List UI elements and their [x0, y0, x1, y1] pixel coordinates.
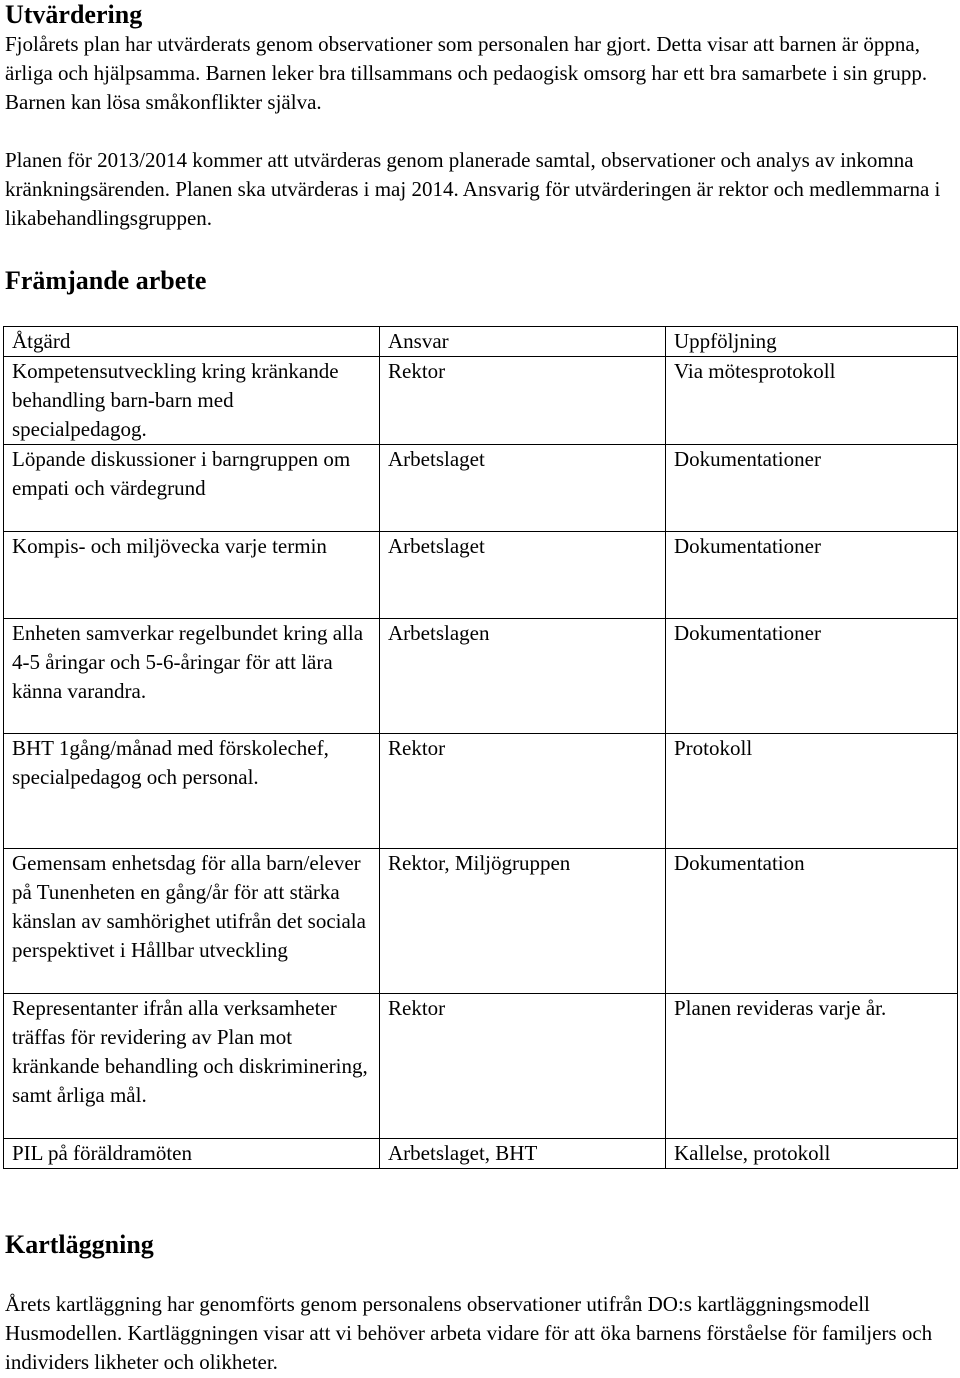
- cell-uppfoljning: Dokumentationer: [666, 532, 958, 619]
- cell-atgard: Kompetensutveckling kring kränkande behandling barn-barn med specialpedagog.: [4, 357, 380, 445]
- cell-atgard: BHT 1gång/månad med förskolechef, specialpedagog och personal.: [4, 734, 380, 849]
- heading-utvardering: Utvärdering: [5, 0, 143, 29]
- table-header-row: [4, 327, 958, 357]
- table-row: [4, 734, 958, 849]
- cell-atgard: PIL på föräldramöten: [4, 1139, 380, 1169]
- header-ansvar: Ansvar: [380, 327, 666, 357]
- framjande-table: [3, 326, 958, 1169]
- paragraph-utvardering-1: Fjolårets plan har utvärderats genom observationer som personalen har gjort. Detta visar att barnen är öppna, ärliga och hjälpsamma. Barnen leker bra tillsammans och pedaogisk omsorg har ett bra samarbete i sin grupp. Barnen kan lösa småkonflikter själva.: [5, 32, 928, 114]
- cell-atgard: Gemensam enhetsdag för alla barn/elever på Tunenheten en gång/år för att stärka känslan av samhörighet utifrån det sociala perspektivet i Hållbar utveckling: [4, 849, 380, 994]
- table-row: [4, 357, 958, 445]
- table-row: [4, 994, 958, 1139]
- cell-uppfoljning: Kallelse, protokoll: [666, 1139, 958, 1169]
- cell-uppfoljning: Planen revideras varje år.: [666, 994, 958, 1139]
- cell-ansvar: Arbetslagen: [380, 619, 666, 734]
- table-row: [4, 849, 958, 994]
- table-row: [4, 532, 958, 619]
- cell-atgard: Kompis- och miljövecka varje termin: [4, 532, 380, 619]
- paragraph-kartlaggning: Årets kartläggning har genomförts genom personalens observationer utifrån DO:s kartläggningsmodell Husmodellen. Kartläggningen visar att vi behöver arbeta vidare för att öka barnens förståelse för familjers och individers likheter och olikheter.: [5, 1292, 933, 1374]
- cell-ansvar: Rektor, Miljögruppen: [380, 849, 666, 994]
- cell-atgard: Enheten samverkar regelbundet kring alla 4-5 åringar och 5-6-åringar för att lära känna varandra.: [4, 619, 380, 734]
- cell-atgard: Löpande diskussioner i barngruppen om empati och värdegrund: [4, 445, 380, 532]
- cell-ansvar: Rektor: [380, 734, 666, 849]
- table-row: [4, 1139, 958, 1169]
- header-atgard: Åtgärd: [4, 327, 380, 357]
- cell-ansvar: Arbetslaget: [380, 532, 666, 619]
- cell-uppfoljning: Via mötesprotokoll: [666, 357, 958, 445]
- cell-uppfoljning: Dokumentationer: [666, 619, 958, 734]
- table-row: [4, 445, 958, 532]
- heading-kartlaggning: Kartläggning: [5, 1230, 154, 1259]
- cell-ansvar: Rektor: [380, 357, 666, 445]
- cell-atgard: Representanter ifrån alla verksamheter träffas för revidering av Plan mot kränkande behandling och diskriminering, samt årliga mål.: [4, 994, 380, 1139]
- cell-ansvar: Arbetslaget, BHT: [380, 1139, 666, 1169]
- header-uppfoljning: Uppföljning: [666, 327, 958, 357]
- cell-uppfoljning: Protokoll: [666, 734, 958, 849]
- cell-uppfoljning: Dokumentationer: [666, 445, 958, 532]
- cell-ansvar: Arbetslaget: [380, 445, 666, 532]
- cell-uppfoljning: Dokumentation: [666, 849, 958, 994]
- table-row: [4, 619, 958, 734]
- paragraph-utvardering-2: Planen för 2013/2014 kommer att utvärderas genom planerade samtal, observationer och analys av inkomna kränkningsärenden. Planen ska utvärderas i maj 2014. Ansvarig för utvärderingen är rektor och medlemmarna i likabehandlingsgruppen.: [5, 148, 941, 230]
- heading-framjande-arbete: Främjande arbete: [5, 266, 207, 295]
- cell-ansvar: Rektor: [380, 994, 666, 1139]
